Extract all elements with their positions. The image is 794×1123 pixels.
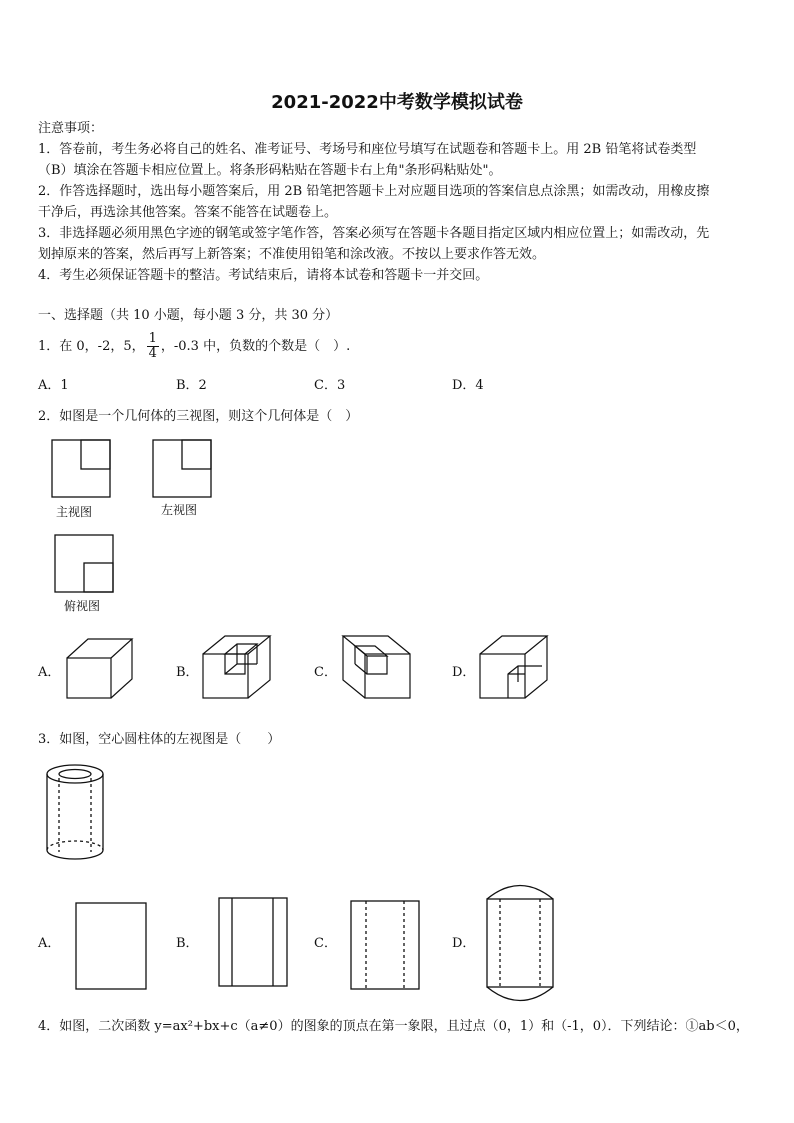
q3-option-b: B． <box>176 936 199 951</box>
top-view-figure <box>53 533 117 595</box>
notice-line: 4．考生必须保证答题卡的整洁。考试结束后，请将本试卷和答题卡一并交回。 <box>38 268 489 283</box>
notice-line: 1．答卷前，考生务必将自己的姓名、准考证号、考场号和座位号填写在试题卷和答题卡上。用 2B 铅笔将试卷类型 <box>38 142 697 157</box>
top-view-label: 俯视图 <box>64 599 101 613</box>
section-heading: 一、选择题（共 10 小题，每小题 3 分，共 30 分） <box>38 308 339 323</box>
left-view-label: 左视图 <box>161 503 198 517</box>
q1-stem-a: 1．在 0，-2，5， <box>38 339 145 354</box>
notice-line: 3．非选择题必须用黑色字迹的钢笔或签字笔作答，答案必须写在答题卡各题目指定区域内相应位置上；如需改动，先 <box>38 226 710 241</box>
notice-line: （B）填涂在答题卡相应位置上。将条形码粘贴在答题卡右上角"条形码粘贴处"。 <box>38 163 502 178</box>
notched-cube-figure-d <box>478 634 550 700</box>
fraction <box>147 332 159 361</box>
q2-option-a: A． <box>38 665 61 680</box>
cube-figure-a <box>66 638 136 700</box>
front-view-figure <box>50 438 114 500</box>
notched-cube-figure-b <box>201 634 273 700</box>
left-view-figure <box>151 438 215 500</box>
rectangle-dashed-lines-figure-c <box>350 900 422 992</box>
q3-option-a: A． <box>38 936 61 951</box>
q1-option-a: A．1 <box>38 378 69 393</box>
notice-line: 划掉原来的答案，然后再写上新答案；不准使用铅笔和涂改液。不按以上要求作答无效。 <box>38 247 546 262</box>
hollow-cylinder-figure <box>44 764 108 864</box>
q2-option-d: D． <box>452 665 476 680</box>
q1-option-d: D．4 <box>452 378 484 393</box>
rectangle-figure-a <box>75 902 147 992</box>
page-title: 2021-2022中考数学模拟试卷 <box>271 92 523 113</box>
q2-option-b: B． <box>176 665 199 680</box>
q2-option-c: C． <box>314 665 337 680</box>
notched-cube-figure-c <box>340 634 412 700</box>
q1-option-b: B．2 <box>176 378 207 393</box>
front-view-label: 主视图 <box>56 505 93 519</box>
fraction-denominator: 4 <box>148 346 157 361</box>
notice-heading: 注意事项： <box>38 121 104 136</box>
question-4: 4．如图，二次函数 y=ax²+bx+c（a≠0）的图象的顶点在第一象限，且过点（0，1）和（-1，0）．下列结论：①ab＜0， <box>38 1019 749 1034</box>
q1-option-c: C．3 <box>314 378 346 393</box>
fraction-numerator: 1 <box>148 331 157 346</box>
q3-option-c: C． <box>314 936 337 951</box>
q3-option-d: D． <box>452 936 476 951</box>
notice-line: 干净后，再选涂其他答案。答案不能答在试题卷上。 <box>38 205 338 220</box>
question-1 <box>38 330 350 364</box>
question-2: 2．如图是一个几何体的三视图，则这个几何体是（ ） <box>38 409 359 424</box>
rectangle-solid-lines-figure-b <box>218 897 290 989</box>
notice-line: 2．作答选择题时，选出每小题答案后，用 2B 铅笔把答题卡上对应题目选项的答案信息点涂黑；如需改动，用橡皮擦 <box>38 184 710 199</box>
question-3: 3．如图，空心圆柱体的左视图是（ ） <box>38 732 281 747</box>
rectangle-with-arcs-figure-d <box>484 884 556 1002</box>
q1-stem-b: ，-0.3 中，负数的个数是（ ）. <box>160 339 351 354</box>
